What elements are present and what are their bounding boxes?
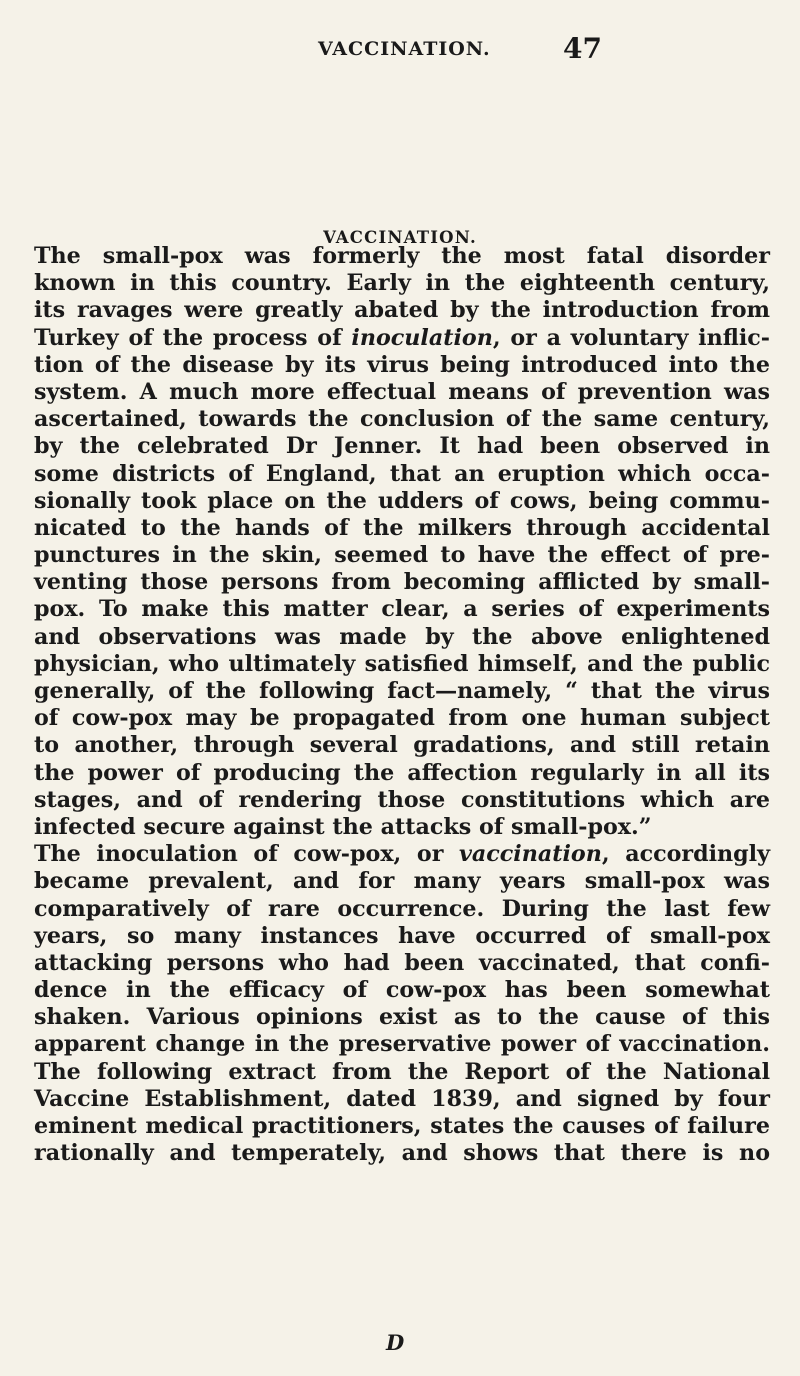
text-line: generally, of the following fact—namely, “ that the virus	[34, 678, 770, 704]
text-line: stages, and of rendering those constitutions which are	[34, 786, 770, 813]
section-title: VACCINATION.	[323, 228, 477, 247]
text-line: infected secure against the attacks of small-pox.”	[34, 813, 652, 840]
text-line: some districts of England, that an eruption which occa-	[34, 460, 770, 487]
text-line: tion of the disease by its virus being introduced into the	[34, 351, 770, 378]
text-line: punctures in the skin, seemed to have the effect of pre-	[34, 542, 770, 569]
text-line: eminent medical practitioners, states the causes of failure	[34, 1113, 770, 1139]
text-line: to another, through several gradations, and still retain	[34, 732, 770, 759]
text-line: became prevalent, and for many years small-pox was	[34, 868, 770, 895]
text-line: physician, who ultimately satisfied himself, and the public	[34, 650, 770, 677]
text-line: attacking persons who had been vaccinated, that confi-	[34, 949, 770, 976]
text-line: apparent change in the preservative power of vaccination.	[34, 1031, 770, 1058]
text-line: pox. To make this matter clear, a series of experiments	[34, 596, 770, 623]
text-line: sionally took place on the udders of cows, being commu-	[34, 487, 770, 514]
text-line: the power of producing the affection regularly in all its	[34, 759, 770, 786]
text-line: Vaccine Establishment, dated 1839, and signed by four	[34, 1085, 770, 1112]
text-line: system. A much more effectual means of prevention was	[34, 378, 770, 405]
text-line: its ravages were greatly abated by the introduction from	[34, 297, 770, 324]
text-line: nicated to the hands of the milkers through accidental	[34, 514, 770, 541]
page-number: 47	[563, 32, 602, 65]
text-line: and observations was made by the above enlightened	[34, 623, 770, 650]
text-line: dence in the efficacy of cow-pox has been somewhat	[34, 977, 770, 1004]
text-line: comparatively of rare occurrence. During the last few	[34, 895, 770, 922]
text-line: years, so many instances have occurred of small-pox	[34, 922, 770, 949]
body-text	[34, 243, 770, 1167]
text-line: of cow-pox may be propagated from one human subject	[34, 705, 770, 732]
text-line: The following extract from the Report of the National	[34, 1058, 770, 1085]
text-line: ascertained, towards the conclusion of the same century,	[34, 406, 770, 433]
text-line: Turkey of the process of inoculation, or a voluntary inflic-	[34, 324, 770, 351]
signature-mark: D	[386, 1330, 405, 1355]
text-line: by the celebrated Dr Jenner. It had been observed in	[34, 433, 770, 460]
running-head	[0, 32, 800, 68]
text-line: The inoculation of cow-pox, or vaccination, accordingly	[34, 841, 770, 868]
text-line: venting those persons from becoming afflicted by small-	[34, 569, 770, 596]
text-line: The small-pox was formerly the most fatal disorder	[34, 243, 770, 269]
running-title: VACCINATION.	[318, 38, 491, 60]
text-line: rationally and temperately, and shows that there is no	[34, 1140, 770, 1167]
text-line: shaken. Various opinions exist as to the cause of this	[34, 1004, 770, 1031]
text-line: known in this country. Early in the eighteenth century,	[34, 270, 770, 297]
